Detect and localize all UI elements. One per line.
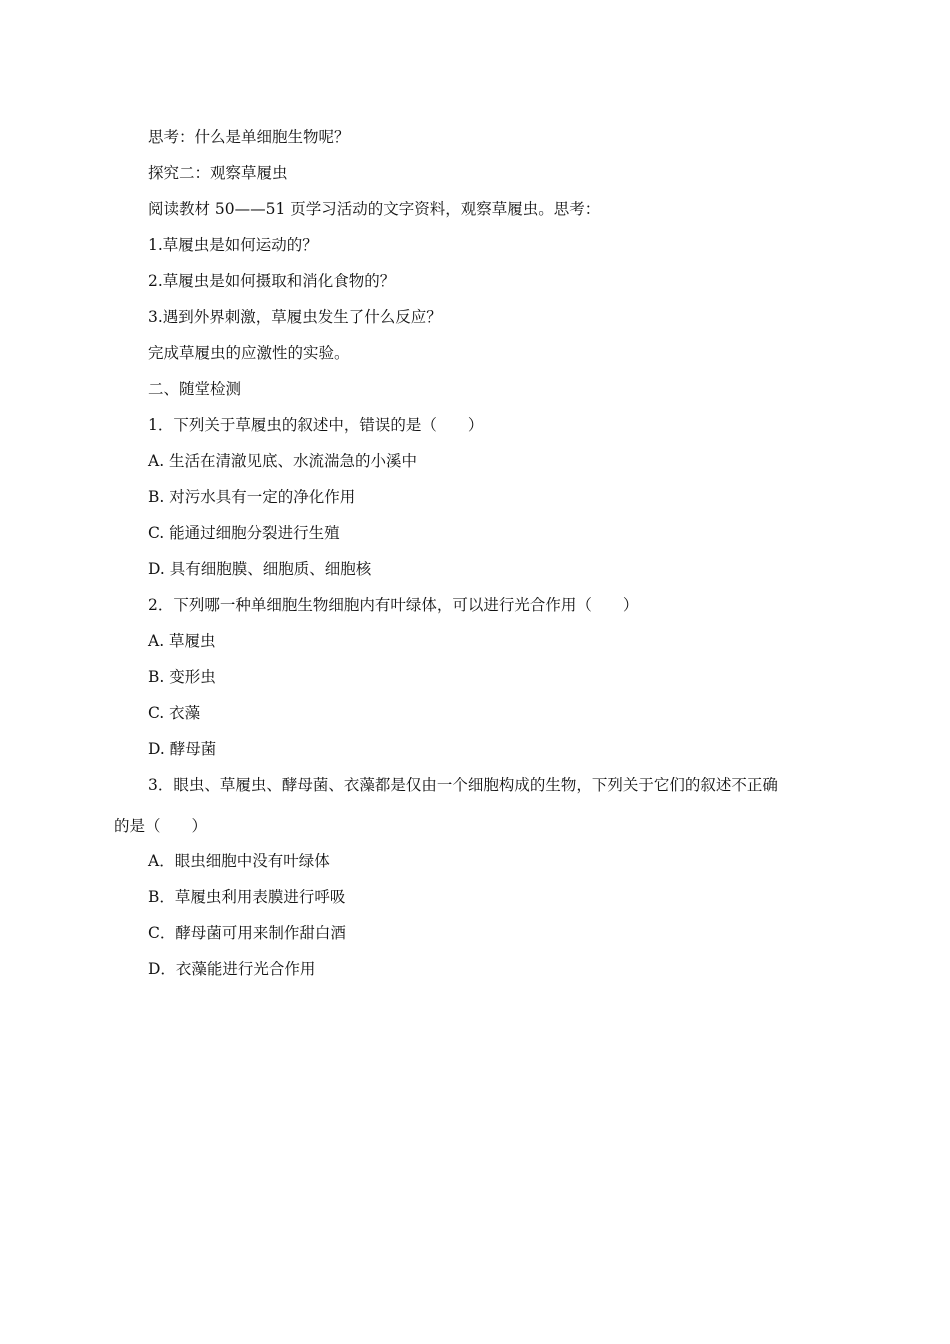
think-question-3: 3.遇到外界刺激，草履虫发生了什么反应？ <box>148 308 442 326</box>
quiz-question-3: 3．眼虫、草履虫、酵母菌、衣藻都是仅由一个细胞构成的生物，下列关于它们的叙述不正确 <box>148 776 778 794</box>
q1-option-c: C. 能通过细胞分裂进行生殖 <box>148 524 340 542</box>
q3-option-c: C．酵母菌可用来制作甜白酒 <box>148 924 346 942</box>
quiz-question-1: 1．下列关于草履虫的叙述中，错误的是（ ） <box>148 416 484 434</box>
q2-option-d: D. 酵母菌 <box>148 740 217 758</box>
quiz-question-3-continued: 的是（ ） <box>114 817 208 835</box>
section-heading-quiz: 二、随堂检测 <box>148 380 242 398</box>
think-question-1: 1.草履虫是如何运动的？ <box>148 236 318 254</box>
q2-option-a: A. 草履虫 <box>148 632 216 650</box>
q2-option-b: B. 变形虫 <box>148 668 216 686</box>
quiz-question-2: 2．下列哪一种单细胞生物细胞内有叶绿体，可以进行光合作用（ ） <box>148 596 639 614</box>
inquiry-two-heading: 探究二：观察草履虫 <box>148 164 288 182</box>
think-question-2: 2.草履虫是如何摄取和消化食物的？ <box>148 272 396 290</box>
q1-option-d: D. 具有细胞膜、细胞质、细胞核 <box>148 560 372 578</box>
q3-option-a: A．眼虫细胞中没有叶绿体 <box>148 852 330 870</box>
experiment-instruction: 完成草履虫的应激性的实验。 <box>148 344 350 362</box>
q3-option-d: D．衣藻能进行光合作用 <box>148 960 316 978</box>
q1-option-b: B. 对污水具有一定的净化作用 <box>148 488 356 506</box>
q3-option-b: B．草履虫利用表膜进行呼吸 <box>148 888 346 906</box>
reading-instruction: 阅读教材 50——51 页学习活动的文字资料，观察草履虫。思考： <box>148 200 601 218</box>
q1-option-a: A. 生活在清澈见底、水流湍急的小溪中 <box>148 452 418 470</box>
think-prompt: 思考：什么是单细胞生物呢？ <box>148 128 350 146</box>
q2-option-c: C. 衣藻 <box>148 704 201 722</box>
